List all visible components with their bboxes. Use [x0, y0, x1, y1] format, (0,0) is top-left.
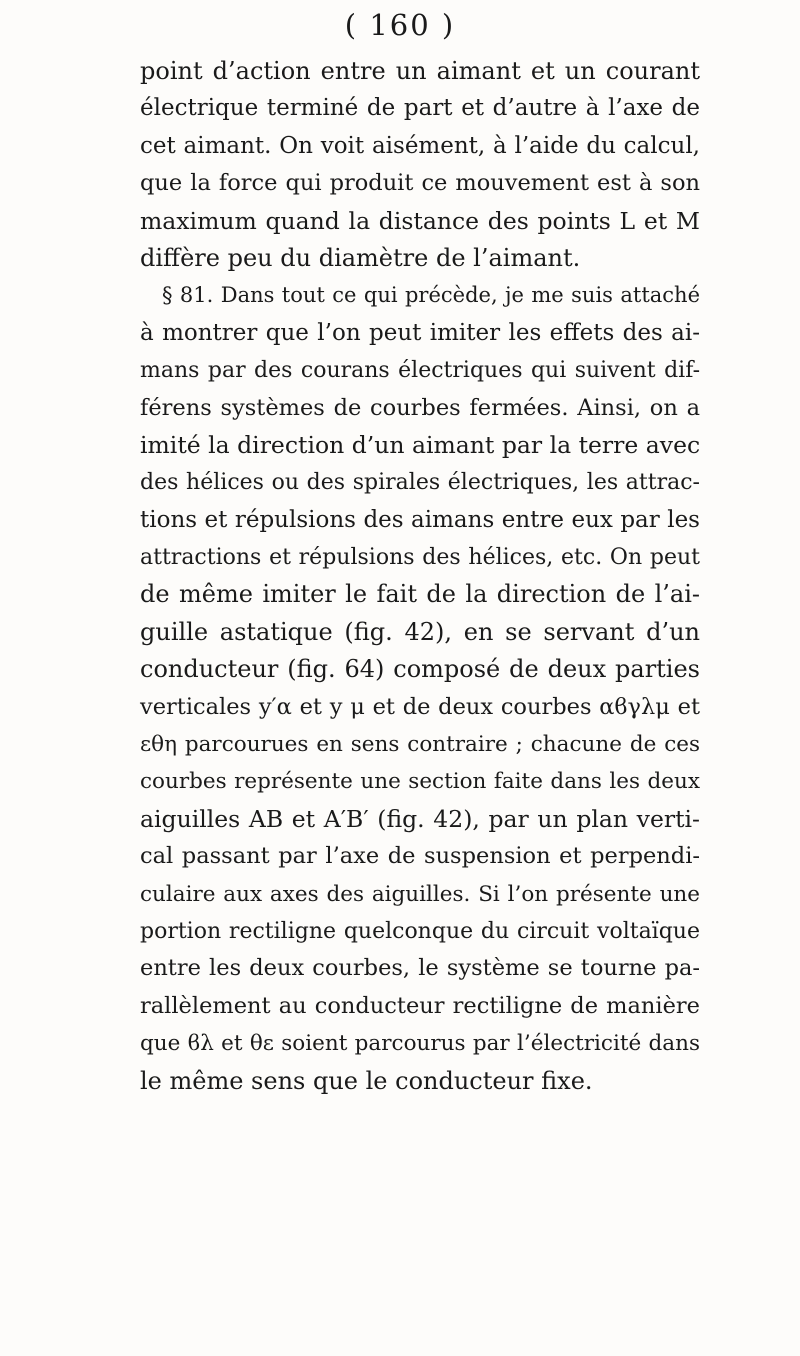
text-line: rallèlement au conducteur rectiligne de manière [140, 992, 700, 1019]
text-line: à montrer que l’on peut imiter les effets des ai- [140, 319, 700, 346]
text-line: verticales y′α et y μ et de deux courbes αϐγλμ et [140, 693, 700, 720]
page-number: ( 160 ) [344, 8, 456, 42]
text-line: férens systèmes de courbes fermées. Ainsi, on a [140, 394, 700, 421]
text-line: mans par des courans électriques qui suivent dif- [140, 358, 700, 384]
text-line: attractions et répulsions des hélices, etc. On peut [140, 545, 700, 571]
text-line: aiguilles AB et A′B′ (fig. 42), par un plan verti- [140, 804, 700, 833]
text-line: diffère peu du diamètre de l’aimant. [140, 243, 581, 272]
text-line: cal passant par l’axe de suspension et perpendi- [140, 843, 700, 870]
text-line: conducteur (fig. 64) composé de deux parties [140, 655, 700, 684]
text-line: que la force qui produit ce mouvement est à son [140, 170, 700, 197]
text-line: culaire aux axes des aiguilles. Si l’on présente une [140, 881, 700, 907]
text-line: point d’action entre un aimant et un courant [140, 57, 700, 85]
text-line: que ϐλ et θε soient parcourus par l’électricité dans [140, 1031, 700, 1057]
text-line: courbes représente une section faite dans les deux [140, 769, 700, 795]
text-line: de même imiter le fait de la direction de l’ai- [140, 580, 700, 609]
text-line: cet aimant. On voit aisément, à l’aide du calcul, [140, 132, 700, 159]
body-text [140, 53, 700, 1100]
text-line: tions et répulsions des aimans entre eux par les [140, 506, 700, 533]
text-line: électrique terminé de part et d’autre à l’axe de [140, 95, 700, 122]
text-line: entre les deux courbes, le système se tourne pa- [140, 955, 700, 982]
text-line: portion rectiligne quelconque du circuit voltaïque [140, 918, 700, 944]
text-line: imité la direction d’un aimant par la terre avec [140, 430, 701, 459]
text-line: εθη parcourues en sens contraire ; chacune de ces [140, 732, 700, 758]
text-line: des hélices ou des spirales électriques, les attrac- [140, 470, 700, 496]
section-81-first-line: § 81. Dans tout ce qui précède, je me suis attaché [162, 283, 700, 308]
text-line: guille astatique (fig. 42), en se servant d’un [140, 617, 700, 646]
text-line: le même sens que le conducteur fixe. [140, 1066, 593, 1095]
text-line: maximum quand la distance des points L et M [140, 206, 700, 235]
